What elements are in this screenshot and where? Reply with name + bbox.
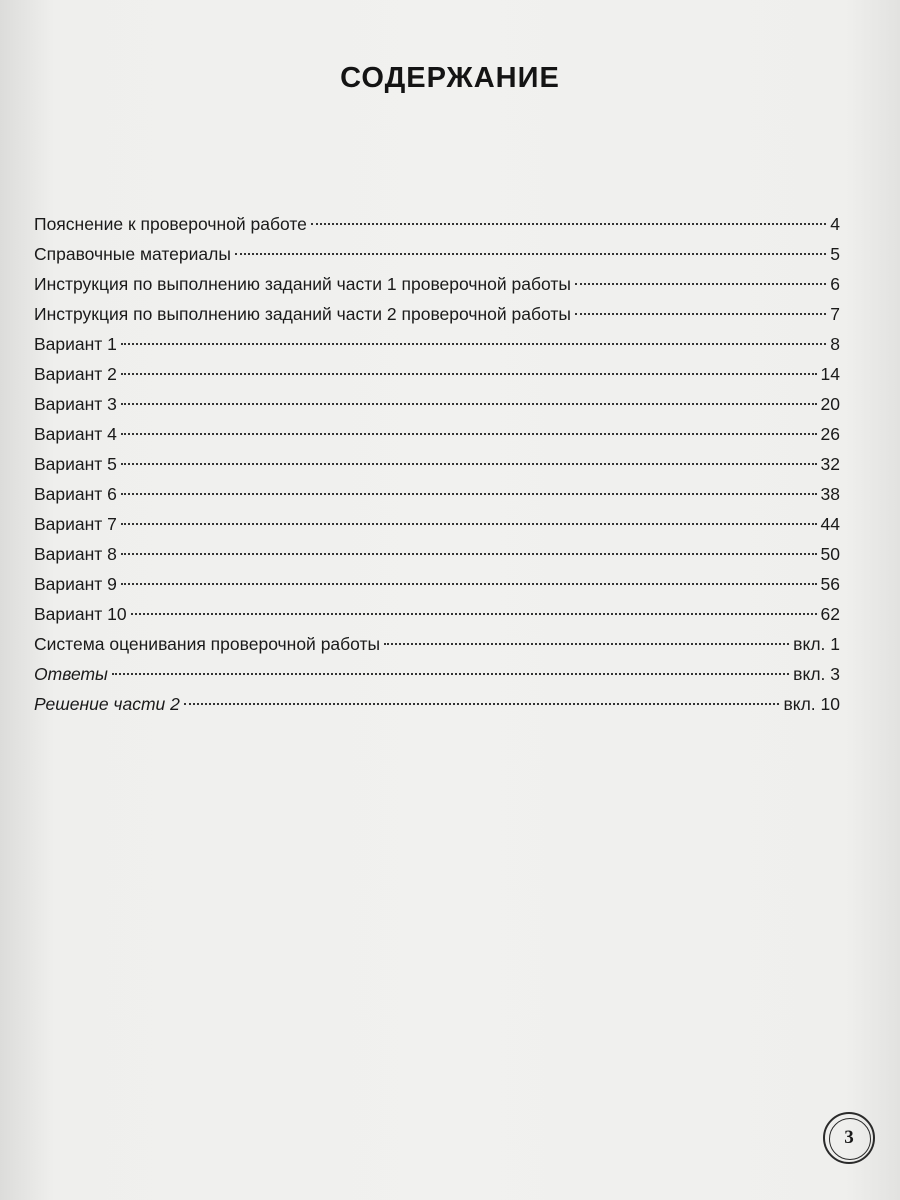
dot-leader	[121, 523, 817, 525]
toc-entry-page: 32	[820, 454, 840, 474]
toc-entry-page: 4	[830, 214, 840, 234]
toc-entry	[34, 634, 840, 664]
toc-entry	[34, 454, 840, 484]
toc-entry-label: Вариант 1	[34, 334, 117, 354]
table-of-contents	[34, 214, 840, 724]
toc-entry-label: Инструкция по выполнению заданий части 1 проверочной работы	[34, 274, 571, 294]
toc-entry-page: 14	[820, 364, 840, 384]
toc-entry-page: 44	[820, 514, 840, 534]
toc-entry-page: 8	[830, 334, 840, 354]
dot-leader	[384, 643, 789, 645]
toc-entry-label: Вариант 5	[34, 454, 117, 474]
dot-leader	[121, 553, 817, 555]
toc-entry-page: 6	[830, 274, 840, 294]
toc-entry	[34, 694, 840, 724]
toc-entry-page: 38	[820, 484, 840, 504]
dot-leader	[112, 673, 789, 675]
toc-entry-label: Ответы	[34, 664, 108, 684]
toc-entry-page: 26	[820, 424, 840, 444]
toc-entry-page: 5	[830, 244, 840, 264]
toc-entry	[34, 364, 840, 394]
page-title: СОДЕРЖАНИЕ	[340, 62, 560, 94]
toc-entry	[34, 244, 840, 274]
toc-entry-label: Система оценивания проверочной работы	[34, 634, 381, 654]
toc-entry	[34, 424, 840, 454]
toc-entry-label: Вариант 7	[34, 514, 117, 534]
toc-entry	[34, 394, 840, 424]
dot-leader	[235, 253, 826, 255]
toc-entry-label: Вариант 10	[34, 604, 127, 624]
toc-entry-label: Вариант 6	[34, 484, 117, 504]
dot-leader	[575, 313, 826, 315]
toc-entry-label: Инструкция по выполнению заданий части 2 проверочной работы	[34, 304, 571, 324]
toc-entry	[34, 214, 840, 244]
toc-entry-page: вкл. 1	[793, 634, 840, 654]
dot-leader	[121, 403, 817, 405]
dot-leader	[121, 433, 817, 435]
toc-entry-page: вкл. 10	[783, 694, 840, 714]
toc-entry-page: 62	[820, 604, 840, 624]
toc-entry-label: Пояснение к проверочной работе	[34, 214, 307, 234]
toc-entry	[34, 304, 840, 334]
toc-entry	[34, 514, 840, 544]
toc-entry	[34, 544, 840, 574]
toc-entry	[34, 574, 840, 604]
toc-entry-page: 56	[820, 574, 840, 594]
toc-entry-page: 50	[820, 544, 840, 564]
toc-entry	[34, 604, 840, 634]
dot-leader	[121, 343, 826, 345]
toc-entry-label: Вариант 9	[34, 574, 117, 594]
dot-leader	[121, 463, 817, 465]
dot-leader	[121, 373, 817, 375]
toc-entry-label: Вариант 8	[34, 544, 117, 564]
dot-leader	[184, 703, 780, 705]
toc-entry	[34, 664, 840, 694]
dot-leader	[575, 283, 826, 285]
dot-leader	[131, 613, 817, 615]
toc-entry-label: Решение части 2	[34, 694, 180, 714]
page-number-badge	[823, 1112, 875, 1164]
toc-entry-label: Вариант 3	[34, 394, 117, 414]
toc-entry-page: 20	[820, 394, 840, 414]
toc-entry-page: вкл. 3	[793, 664, 840, 684]
toc-entry-label: Вариант 2	[34, 364, 117, 384]
toc-entry	[34, 484, 840, 514]
toc-entry-page: 7	[830, 304, 840, 324]
dot-leader	[121, 583, 817, 585]
toc-entry-label: Вариант 4	[34, 424, 117, 444]
toc-entry-label: Справочные материалы	[34, 244, 231, 264]
page-number: 3	[844, 1127, 854, 1148]
toc-entry	[34, 334, 840, 364]
dot-leader	[311, 223, 826, 225]
toc-entry	[34, 274, 840, 304]
dot-leader	[121, 493, 817, 495]
